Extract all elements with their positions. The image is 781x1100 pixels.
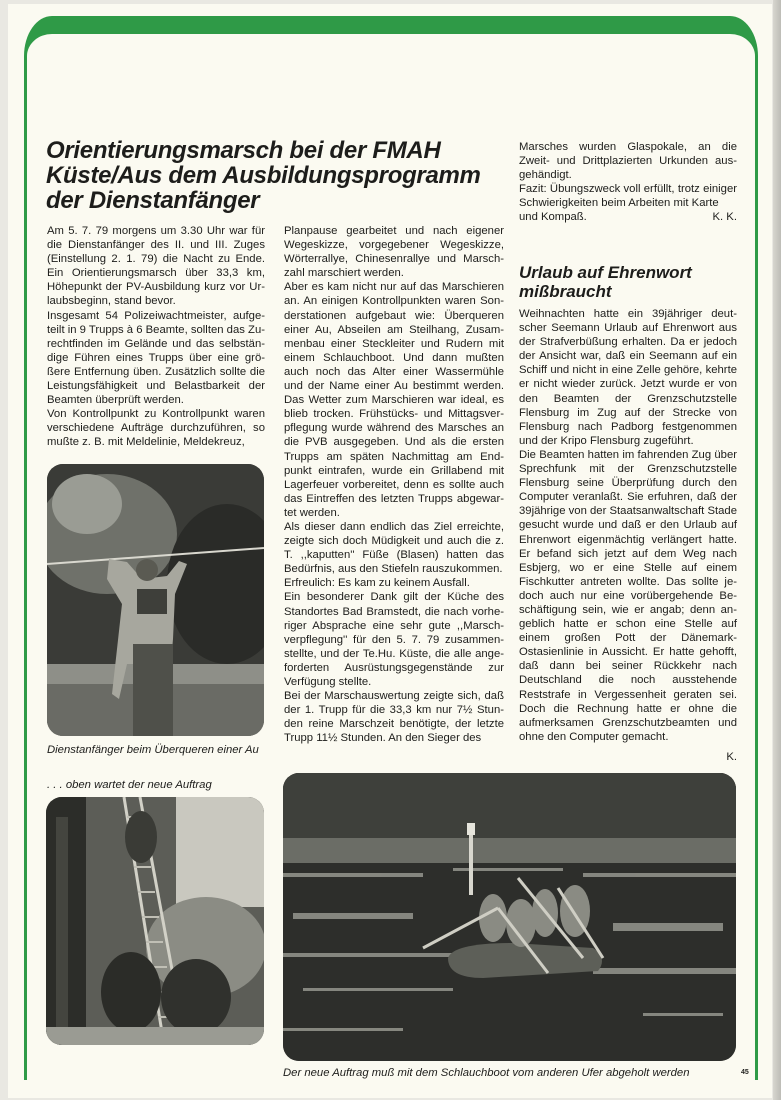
paragraph: Weihnachten hatte ein 39jähriger deutscher Seemann Urlaub auf Ehrenwort aus der Strafverbüßung erhalten. Da er jedoch der Ansicht war, daß ein Seemann auf ein Schiff und nicht in eine Zelle gehöre, kehrte er nicht wieder zurück. Jetzt wurde er von den Beamten der Grenzschutzstelle Flensburg im Zug auf der Strecke von Flensburg nach Padborg festgenommen und der Kripo Flensburg zugeführt. — [519, 308, 737, 447]
paragraph: Marsches wurden Glaspokale, an die Zweit- und Drittplazierten Urkunden ausgehändigt. — [519, 141, 737, 182]
article-headline: Orientierungsmarsch bei der FMAH Küste/Aus dem Ausbildungsprogramm der Dienstanfänger — [46, 137, 481, 214]
article-column-1 — [47, 224, 265, 450]
article2-headline: Urlaub auf Ehrenwort mißbraucht — [519, 263, 692, 301]
page-number: 45 — [741, 1069, 749, 1076]
paragraph: Am 5. 7. 79 morgens um 3.30 Uhr war für die Dienstanfänger des II. und III. Zuges (Einstellung 2. 1. 79) die Nacht zu Ende. Ein Orientierungsmarsch über 33,3 km, Höhepunkt der PV-Ausbildung kurz vor Urlaubsbeginn, stand bevor. — [47, 225, 265, 308]
paragraph: Als dieser dann endlich das Ziel erreichte, zeigte sich doch Müdigkeit und auch die z. T. ,,kaputten'' Füße (Blasen) hatten das Bedürfnis, aus den Stiefeln rauszukommen. — [284, 520, 504, 576]
article2-body — [519, 307, 737, 764]
paragraph: Aber es kam nicht nur auf das Marschieren an. An einigen Kontrollpunkten waren Sonderstationen aufgebaut wie: Überqueren einer Au, Abseilen am Steilhang, Zusammenbau einer Steckleiter und Rudern mit einem Schlauchboot. Und dann mußten auch noch das Alter einer Wassermühle und der Name einer Au bestimmt werden. Das Wetter zum Marschieren war ideal, es blieb trocken. Frühstücks- und Mittagsverpflegung wurde während des Marsches an die PVB ausgegeben. Und als die ersten Trupps am späten Nachmittag am Endpunkt eintrafen, wurde ein Grillabend mit Lagerfeuer vorbereitet, denn es sollte auch das Eintreffen des letzten Trupps abgewartet werden. — [284, 281, 504, 519]
ladder-photo — [46, 797, 264, 1045]
photo-caption: Der neue Auftrag muß mit dem Schlauchboot vom anderen Ufer abgeholt werden — [283, 1067, 690, 1079]
paragraph: Erfreulich: Es kam zu keinem Ausfall. — [284, 577, 470, 590]
photo-caption: Dienstanfänger beim Überqueren einer Au — [47, 744, 259, 756]
article-column-2 — [284, 224, 504, 745]
rope-crossing-photo — [47, 464, 264, 736]
page-edge — [773, 0, 781, 1100]
paragraph: Planpause gearbeitet und nach eigener Wegeskizze, vorgegebener Wegeskizze, Wörterrallye, Chinesenrallye und Marschzahl marschiert werden. — [284, 225, 504, 280]
paragraph: Die Beamten hatten im fahrenden Zug über Sprechfunk mit der Grenzschutzstelle Flensburg seine Überprüfung durch den Computer veranlaßt. Sie erfuhren, daß der 39jährige von der Staatsanwaltschaft Stade gesucht wurde und daß er den Urlaub auf Ehrenwort eigenmächtig verlängert hatte. Er befand sich jetzt auf dem Weg nach Esbjerg, wo er eine Stelle auf einem Fischkutter antreten wollte. Das sollte jedoch auch nur eine vorübergehende Beschäftigung sein, wie er angab; denn angeblich hatte er schon eine Stelle auf einem großen Pott der Dänemark-Ostasienlinie in Aussicht. Er hatte gehofft, daß dann bei seiner Rückkehr nach Deutschland die noch ausstehende Reststrafe in Vergessenheit geraten sei. Doch die Rechnung hatte er ohne die aufmerksamen Grenzschutzbeamten und ohne den Computer gemacht. — [519, 448, 737, 743]
article-column-3 — [519, 140, 737, 225]
paragraph: Fazit: Übungszweck voll erfüllt, trotz einiger Schwierigkeiten beim Arbeiten mit Karte — [519, 183, 737, 210]
paragraph: Bei der Marschauswertung zeigte sich, daß der 1. Trupp für die 33,3 km nur 7½ Stunden reine Marschzeit benötigte, der letzte Trupp 11½ Stunden. An den Sieger des — [284, 690, 504, 745]
paragraph: Ein besonderer Dank gilt der Küche des Standortes Bad Bramstedt, die nach vorheriger Absprache eine sehr gute ,,Marschverpflegung'' für den 5. 7. 79 zusammenstellte, und der Te.Hu. Küste, die alle angeforderten Ausrüstungsgegenstände zur Verfügung stellte. — [284, 591, 504, 688]
paragraph: Insgesamt 54 Polizeiwachtmeister, aufgeteilt in 9 Trupps à 6 Beamte, sollten das Zurechtfinden im Gelände und das selbständige Führen eines Trupps über eine größere Entfernung üben. Zusätzlich sollte die Leistungsfähigkeit und Belastbarkeit der Beamten überprüft werden. — [47, 309, 265, 407]
author-signature: K. — [726, 750, 737, 763]
rubber-boat-illustration — [283, 773, 736, 1061]
rope-crossing-illustration — [47, 464, 264, 736]
paragraph: Von Kontrollpunkt zu Kontrollpunkt waren verschiedene Aufträge durchzuführen, so mußte z. B. mit Meldelinie, Meldekreuz, — [47, 408, 265, 449]
photo-caption: . . . oben wartet der neue Auftrag — [47, 779, 212, 791]
article-closing-line — [519, 210, 737, 224]
author-signature: K. K. — [712, 211, 737, 224]
ladder-illustration — [46, 797, 264, 1045]
rubber-boat-photo — [283, 773, 736, 1061]
closing-text: und Kompaß. — [519, 211, 587, 224]
